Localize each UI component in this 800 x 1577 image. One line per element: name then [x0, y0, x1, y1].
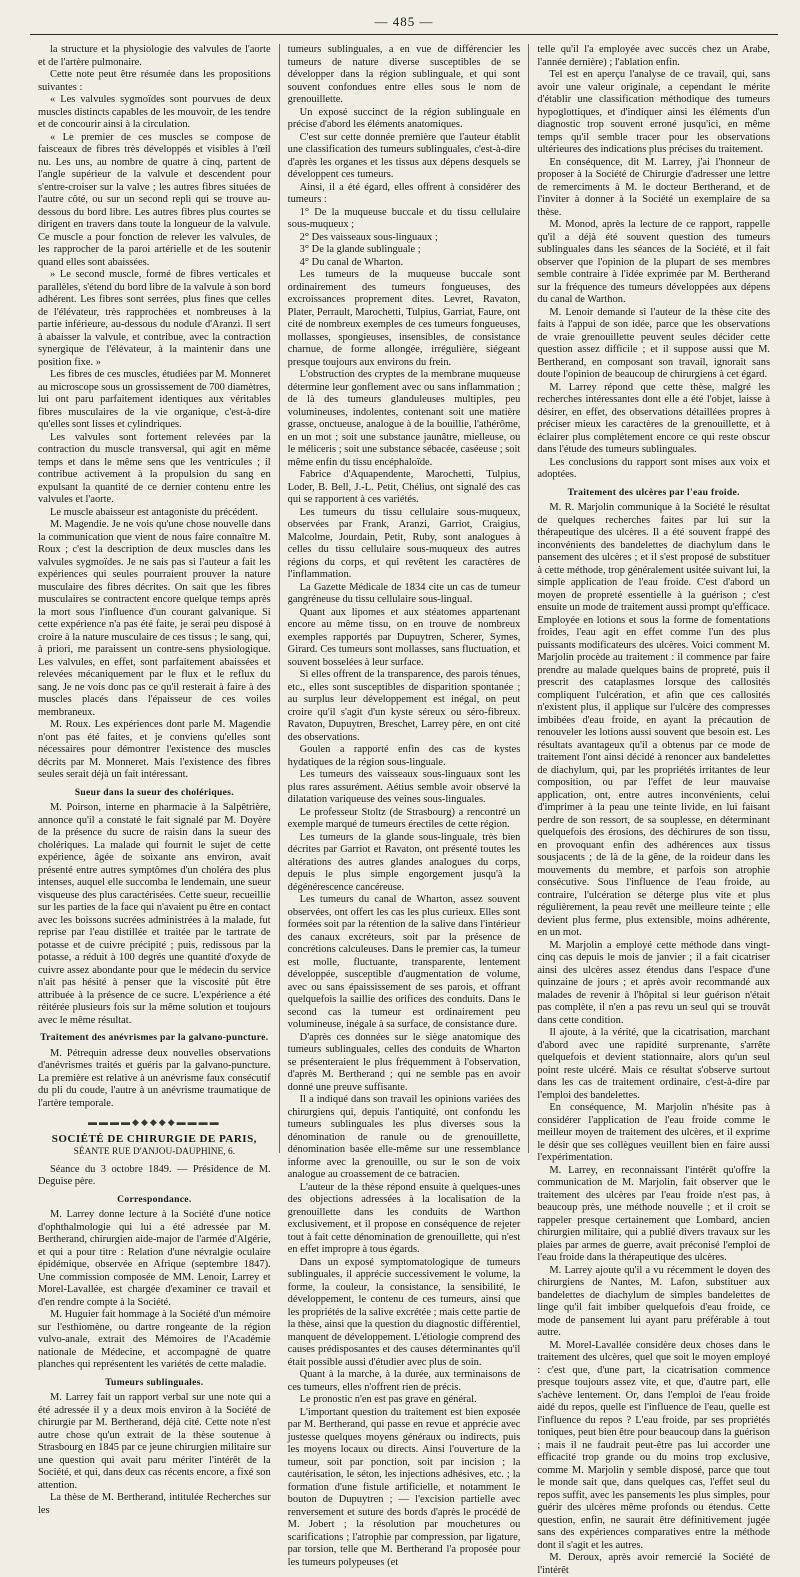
paragraph: M. Larrey répond que cette thèse, malgré les recherches intéressantes dont elle a été l'objet, laisse à désirer, en effet, des observations détaillées propres à préciser mieux les caractères de la grenouillette, et à éclairer plus complètement encore ce qui reste obscur dans l'étude des tumeurs sublinguales.: [537, 381, 771, 455]
paragraph: « Les valvules sygmoïdes sont pourvues de deux muscles distincts capables de les mouvoir, de les tendre et de concourir ainsi à la circulation.: [38, 94, 271, 130]
col3-block: [537, 44, 770, 482]
paragraph: M. Larrey fait un rapport verbal sur une note qui a été adressée il y a deux mois environ à la Société de chirurgie par M. Bertherand, déjà cité. Cette note n'est autre chose qu'un extrait de la thèse soutenue à Strasbourg en 1845 par ce jeune chirurgien militaire sur une question qui avait paru mériter l'intérêt de la Société, et qui, dans deux cas récents encore, a fixé son attention.: [38, 1392, 271, 1491]
paragraph: M. Morel-Lavallée considère deux choses dans le traitement des ulcères, quel que soit le moyen employé : c'est que, d'une part, la cicatrisation commence presque toujours assez vite, et que, d'autre part, elle s'achève lentement. Or, dans l'emploi de l'eau froide aidé du repos, quelle est l'influence de l'eau, quelle est l'influence du repos ? L'eau froide, par ses propriétés toniques, peut bien être pour beaucoup dans la guérison ; mais il ne faudrait peut-être pas lui accorder une efficacité trop grande ou du moins trop exclusive, comme M. Marjolin y semble disposé, parce que tout le monde sait que, dans quelques cas, l'effet seul du repos suffit, avec les pansements les plus simples, pour guérir des ulcères même profonds ou étendus. Cette question, enfin, ne saurait être définitivement jugée sans des expériences comparatives entre la méthode dont il s'agit et les autres.: [537, 1339, 771, 1551]
paragraph: M. Larrey donne lecture à la Société d'une notice d'ophthalmologie qui lui a été adressée par M. Bertherand, chirurgien aide-major de l'armée d'Algérie, et qui a pour titre : Relation d'une névralgie oculaire épidémique, observée en Afrique (septembre 1847). Une commission composée de MM. Lenoir, Larrey et Morel-Lavallée, est chargée d'examiner ce travail et d'en rendre compte à la Société.: [38, 1209, 271, 1308]
paragraph: la structure et la physiologie des valvules de l'aorte et de l'artère pulmonaire.: [38, 44, 271, 68]
section-heading-aneurysm: Traitement des anévrismes par la galvano-puncture.: [40, 1032, 269, 1043]
paragraph: » Le second muscle, formé de fibres verticales et parallèles, s'étend du bord libre de la valvule à son bord adhérent. Les fibres sont serrées, plus fines que celles de l'élévateur, très rapprochées et nombreuses à la partie inférieure, au-dessous du nodule d'Aranzi. Il sert à abaisser la valvule, et contribue, avec la contraction synergique de l'élévateur, à la maintenir dans une position fixe. »: [38, 269, 271, 368]
paragraph: La thèse de M. Bertherand, intitulée Recherches sur les: [38, 1492, 271, 1516]
paragraph: Si elles offrent de la transparence, des parois ténues, etc., elles sont susceptibles de disparition spontanée ; au surplus leur développement est inégal, on peut croire qu'il s'agit d'un kyste séreux ou séro-fibreux. Ravaton, Dupuytren, Breschet, Larrey père, en ont cité des observations.: [287, 669, 521, 743]
paragraph: M. Larrey ajoute qu'il a vu récemment le doyen des chirurgiens de Nantes, M. Lafon, substituer aux bandelettes de diachylum de simples bandelettes de linge qu'il fait imbiber quelquefois d'eau froide, ce mode de pansement lui ayant paru préférable à tout autre.: [537, 1264, 771, 1338]
paragraph: 1° De la muqueuse buccale et du tissu cellulaire sous-muqueux ;: [287, 206, 521, 230]
paragraph: L'important question du traitement est bien exposée par M. Bertherand, qui passe en revue et apprécie avec justesse quelques moyens généraux ou indirects, puis les moyens locaux ou directs. Ainsi l'ouverture de la tumeur, soit par ponction, soit par incision ; la cautérisation, le séton, les injections adhésives, etc. ; la formation d'une fistule artificielle, et notamment le bouton de Dupuytren ; — l'excision partielle avec renversement et suture des bords d'après le procédé de M. Jobert ; la résolution par mouchetures ou scarifications ; l'atrophie par compression, par ligature, par torsion, telle que M. Bertherand l'a proposée pour les tumeurs polypeuses (et: [287, 1406, 521, 1568]
paragraph: En conséquence, dit M. Larrey, j'ai l'honneur de proposer à la Société de Chirurgie d'adresser une lettre de remerciments à M. le docteur Bertherand, et de l'inviter à donner à la Société un exemplaire de sa thèse.: [537, 156, 771, 218]
column-left: [30, 44, 279, 1516]
col2-block: [288, 44, 521, 1569]
society-title: SOCIÉTÉ DE CHIRURGIE DE PARIS,: [51, 1132, 257, 1145]
paragraph: Le professeur Stoltz (de Strasbourg) a rencontré un exemple marqué de tumeurs érectiles de cette région.: [287, 806, 521, 830]
paragraph: M. Larrey, en reconnaissant l'intérêt qu'offre la communication de M. Marjolin, fait observer que le traitement des ulcères par l'eau froide n'est pas, à beaucoup près, une méthode nouvelle ; et il croit se rappeler presque certainement que Lombard, ancien chirurgien militaire, qui a publié divers travaux sur les plaies par armes de guerre, avait préconisé l'emploi de l'eau froide dans la thérapeutique des ulcères.: [537, 1164, 771, 1263]
paragraph: Cette note peut être résumée dans les propositions suivantes :: [38, 69, 271, 93]
section-heading-correspondance: Correspondance.: [117, 1193, 192, 1205]
paragraph: M. Marjolin a employé cette méthode dans vingt-cinq cas depuis le mois de janvier ; il a fait cicatriser ainsi des ulcères assez étendus dans l'espace d'une quinzaine de jours ; et après avoir recommandé aux malades de revenir à l'hôpital si leur guérison n'était pas complète, il n'en a pas revu un seul qui se trouvât dans cette condition.: [537, 939, 771, 1026]
paragraph: 3° De la glande sublinguale ;: [299, 244, 421, 255]
paragraph: Le muscle abaisseur est antagoniste du précédent.: [50, 506, 258, 518]
paragraph: Fabrice d'Aquapendente, Marochetti, Tulpius, Loder, B. Bell, J.-L. Petit, Chélius, ont signalé des cas qui se rapportent à ces variétés.: [287, 469, 521, 505]
paragraph: Il ajoute, à la vérité, que la cicatrisation, marchant d'abord avec une rapidité surprenante, s'arrête quelquefois et devient stationnaire, alors qu'un seul point reste ulcéré. Mais ce résultat s'observe surtout dans les cas de traitement ordinaire, c'est-à-dire par l'emploi des bandelettes.: [537, 1027, 771, 1101]
col1b-block: [38, 802, 271, 1027]
paragraph: 2° Des vaisseaux sous-linguaux ;: [299, 231, 438, 243]
section-heading-tumeurs: Tumeurs sublinguales.: [105, 1376, 204, 1388]
paragraph: Quant aux lipomes et aux stéatomes appartenant encore au même tissu, on en trouve de nombreux exemples rapportés par Dupuytren, Scherer, Symes, Girard. Ces tumeurs sont mollasses, sans fluctuation, et souvent bosselées à leur surface.: [287, 606, 521, 668]
paragraph: M. Roux. Les expériences dont parle M. Magendie n'ont pas été faites, et je conviens qu'elles sont nécessaires pour démontrer l'existence des muscles décrits par M. Monneret. Mais l'existence des fibres seules serait déjà un fait intéressant.: [38, 719, 271, 780]
column-right: [528, 44, 778, 1576]
paragraph: La Gazette Médicale de 1834 cite un cas de tumeur gangréneuse du tissu cellulaire sous-lingual.: [287, 581, 521, 605]
paragraph: M. R. Marjolin communique à la Société le résultat de quelques recherches faites par lui sur la thérapeutique des ulcères. Il a été souvent frappé des inconvénients des bandelettes de diachylum dans le pansement des ulcères ; et il s'est proposé de substituer à cette méthode, trop généralement usitée suivant lui, la simple application de l'eau froide. C'est d'abord un moyen de propreté essentielle à la guérison ; c'est ensuite un mode de traitement aussi prompt qu'efficace. Employée en lotions et sous la forme de fomentations froides, l'eau agit en effet comme l'un des plus puissants modificateurs des ulcères. Voici comment M. Marjolin procède au traitement : il commence par faire prendre au malade quelques bains de propreté, puis il prescrit des cataplasmes lorsque des callosités compliquent l'ulcération, et afin que ces callosités n'existent plus, il applique sur l'ulcère des compresses imbibées d'eau froide, en ayant la précaution de renouveler les lotions aussi souvent que besoin est. Les résultats avantageux qu'il a obtenus par ce mode de traitement l'ont ainsi décidé à renoncer aux bandelettes de diachylum, qui, par les propriétés irritantes de leur composition, ou par l'effet de leur mauvaise application, ont, entre autres inconvénients, celui d'imprimer à la peau une teinte livide, en lui faisant perdre de son ressort, de sa souplesse, en déterminant quelquefois des érosions, des déchirures de son tissu, en provoquant enfin des adhérences aux tissus sousjacents ; de là de la gêne, de la roideur dans les mouvements du membre, et parfois son atrophie consécutive. Sous l'influence de l'eau froide, au contraire, l'ulcération se déterge plus vite et plus régulièrement, la peau revêt une meilleure teinte ; elle devient plus ferme, plus extensible, moins adhérente, en un mot.: [537, 502, 771, 938]
paragraph: Dans un exposé symptomatologique de tumeurs sublinguales, il apprécie successivement le volume, la forme, la couleur, la consistance, la sensibilité, le développement, le contenu de ces tumeurs, ainsi que les propriétés de la salive excrétée ; mais cette partie de la thèse, ainsi que la question du diagnostic différentiel, manquent de développement. L'étiologie comprend des causes prédisposantes et des causes déterminantes qu'il était possible aussi d'étudier avec plus de soin.: [287, 1256, 521, 1368]
paragraph: M. Pétrequin adresse deux nouvelles observations d'anévrismes traités et guéris par la galvano-puncture. La première est relative à un anévrisme faux consécutif du pli du coude, l'autre à un anévrisme traumatique de l'artère temporale.: [38, 1047, 271, 1109]
paragraph: « Le premier de ces muscles se compose de faisceaux de fibres très développés et visibles à l'œil nu. Les uns, au nombre de quatre à cinq, partent de l'angle supérieur de la valvule et descendent pour s'entre-croiser sur la valve ; les autres fibres situées de l'autre côté, ou sur un second repli qui se trouve au-dessous du bord libre. Les autres fibres plus courtes se dirigent en travers dans toute la longueur de la valvule. Ce muscle a pour fonction de relever les valvules, de les rapprocher de la paroi artérielle et de les soutenir quand elles sont abaissées.: [38, 131, 271, 268]
paragraph: Les valvules sont fortement relevées par la contraction du muscle transversal, qui agit en même temps et dans le même sens que les ventricules ; il contribue activement à la propulsion du sang en expulsant la quantité de ce dernier contenu entre les valvules et l'aorte.: [38, 431, 271, 505]
paragraph: M. Lenoir demande si l'auteur de la thèse cite des faits à l'appui de son idée, parce que les observations de vraie grenouillette peuvent seules décider cette question assez difficile ; et il suppose aussi que M. Bertherand, en composant son travail, ignorait sans doute l'opinion de beaucoup de chirurgiens à cet égard.: [537, 306, 771, 380]
paragraph: Goulen a rapporté enfin des cas de kystes hydatiques de la région sous-linguale.: [287, 744, 521, 768]
paragraph: M. Magendie. Je ne vois qu'une chose nouvelle dans la communication que vient de nous faire connaître M. Roux ; c'est la description de deux muscles dans les valvules sygmoïdes. Je ne sais pas si l'auteur a fait les expériences qui seules pourraient prouver la nature musculaire des fibres décrites. On sait que les fibres musculaires se contractent encore quelque temps après la mort sous l'influence d'un courant galvanique. Si cette expérience n'a pas été faite, je serai peu disposé à croire à la nature musculaire de ces tissus ; le sang, qui, à priori, me paraissent un contre-sens physiologique. Les valvules, en effet, sont parfaitement abaissées et relevées mécaniquement par le flux et le reflux du sang. Je ne vois donc pas ce qu'il resterait à faire à des muscles placés dans l'épaisseur de ces voiles membraneux.: [38, 519, 271, 718]
paragraph: 4° Du canal de Wharton.: [299, 256, 404, 268]
paragraph: Les tumeurs des vaisseaux sous-linguaux sont les plus rares assurément. Aétius semble avoir observé la dilatation variqueuse des veines sous-linguales.: [287, 769, 521, 805]
paragraph: M. Monod, après la lecture de ce rapport, rappelle qu'il a déjà été souvent question des tumeurs sublinguales dans les séances de la Société, et il fait observer que l'opinion de la plupart de ses membres semble contraire à l'idée exprimée par M. Bertherand sur la fréquence des tumeurs développées aux dépens du canal de Warthon.: [537, 219, 771, 305]
paragraph: M. Poirson, interne en pharmacie à la Salpêtrière, annonce qu'il a constaté le fait signalé par M. Doyère de la présence du sucre de raisin dans la sueur des cholériques. La malade qui fournit le sujet de cette expérience, âgée de soixante ans environ, avait présenté entre autres symptômes d'un choléra des plus intenses, auquel elle succomba le lendemain, une sueur visqueuse des plus caractérisées. Cette sueur, recueillie sur les parties de la face qui n'avaient pu être en contact avec les boissons sucrées administrées à la malade, fut reprise par l'eau distillée et traitée par le tartrate de potasse et de cuivre précipité ; puis, redissous par la potasse, a réduit à 100 degrés une quantité d'oxyde de cuivre assez abondante pour que le médecin du service n'ait pas hésité à penser que la viscosité pût être attribuée à la présence de ce sucre. L'expérience a été réitérée plusieurs fois sur la même solution et toujours avec le même résultat.: [38, 802, 271, 1026]
section-heading-ulcers: Traitement des ulcères par l'eau froide.: [567, 486, 740, 498]
section-heading-cholera: Sueur dans la sueur des cholériques.: [74, 786, 234, 798]
paragraph: Quant à la marche, à la durée, aux terminaisons de ces tumeurs, elles n'offrent rien de précis.: [287, 1369, 521, 1393]
paragraph: Tel est en aperçu l'analyse de ce travail, qui, sans avoir une valeur originale, a cependant le mérite d'établir une classification méthodique des tumeurs hypoglottiques, et d'indiquer ainsi les éléments d'un diagnostic trop souvent erroné jusqu'ici, en même temps qu'il semble tracer pour les observations ultérieures des indications plus précises du traitement.: [537, 69, 771, 155]
paragraph: Les tumeurs du tissu cellulaire sous-muqueux, observées par Frank, Aranzi, Garriot, Craigius, Malcolme, Jourdain, Petit, Ruby, sont analogues à celles du tissu cellulaire sous-muqueux des autres régions du corps, et qui revêtent les caractères de l'inflammation.: [287, 506, 521, 580]
paragraph: Un exposé succinct de la région sublinguale en précise d'abord les éléments anatomiques.: [287, 106, 521, 130]
header-rule: [30, 34, 778, 35]
paragraph: M. Deroux, après avoir remercié la Société de l'intérêt: [537, 1552, 771, 1576]
paragraph: En conséquence, M. Marjolin n'hésite pas à considérer l'application de l'eau froide comme le meilleur moyen de traitement des ulcères, et il exprime le désir que ses collègues veuillent bien en faire aussi l'expérimentation.: [537, 1102, 771, 1163]
paragraph: Les tumeurs de la muqueuse buccale sont ordinairement des tumeurs fongueuses, des excroissances proprement dites. Levret, Ravaton, Plater, Perrault, Marochetti, Tulpius, Garriat, Faure, ont cité de nombreux exemples de ces tumeurs fongueuses, mollasses, spongieuses, insensibles, de consistance charnue, de forme allongée, irrégulière, siégeant presque toujours aux environs du frein.: [287, 269, 521, 368]
paragraph: D'après ces données sur le siège anatomique des tumeurs sublinguales, celles des conduits de Wharton se présenteraient le plus fréquemment à l'observation, d'après M. Bertherand ; qui ne semble pas en avoir donné une preuve suffisante.: [287, 1031, 521, 1093]
paragraph: telle qu'il l'a employée avec succès chez un Arabe, l'année dernière) ; l'ablation enfin.: [537, 44, 771, 68]
paragraph: C'est sur cette donnée première que l'auteur établit une classification des tumeurs sublinguales, c'est-à-dire d'après les organes et les tissus aux dépens desquels se développent ces tumeurs.: [287, 131, 521, 180]
paragraph: L'auteur de la thèse répond ensuite à quelques-unes des objections adressées à la localisation de la grenouillette dans les conduits de Warthon exclusivement, et il propose en conséquence de rejeter tout à fait cette dénomination de grenouillette, qui n'est en effet impropre à tous égards.: [287, 1181, 521, 1255]
session-date: Séance du 3 octobre 1849. — Présidence de M. Deguise père.: [38, 1163, 271, 1187]
paragraph: Ainsi, il a été égard, elles offrent à considérer des tumeurs :: [287, 181, 521, 205]
ornamental-divider: ▬▬▬▬◆◆◆◆◆▬▬▬▬: [88, 1117, 221, 1127]
text-columns: [30, 44, 778, 1576]
col1c-block: [38, 1048, 271, 1111]
paragraph: Les fibres de ces muscles, étudiées par M. Monneret au microscope sous un grossissement de 700 diamètres, lui ont paru parfaitement identiques aux véritables fibres musculaires de la vie organique, c'est-à-dire qu'elles sont lisses et cylindriques.: [38, 369, 271, 430]
paragraph: Les conclusions du rapport sont mises aux voix et adoptées.: [537, 456, 771, 480]
paragraph: Les tumeurs de la glande sous-linguale, très bien décrites par Garriot et Ravaton, ont présenté toutes les altérations des autres glandes analogues du corps, depuis le plus simple engorgement jusqu'à la dégénérescence cancéreuse.: [287, 831, 521, 893]
page-number: — 485 —: [374, 14, 434, 29]
paragraph: tumeurs sublinguales, a en vue de différencier les tumeurs de nature diverse susceptibles de se développer dans la région sublinguale, et qui sont souvent confondues entre elles sous le nom de grenouillette.: [287, 44, 521, 105]
paragraph: Les tumeurs du canal de Wharton, assez souvent observées, ont offert les cas les plus curieux. Elles sont formées soit par la rétention de la salive dans l'intérieur des canaux excréteurs, soit par la présence de concrétions calculeuses. Dans le premier cas, la tumeur est molle, fluctuante, transparente, lentement développée, susceptible d'augmentation de volume, avec ou sans épaississement de ses parois, et offrant quelquefois la saillie des orifices des conduits. Dans le second cas la tumeur est ordinairement peu volumineuse, inégale à sa surface, de consistance dure.: [287, 894, 521, 1030]
col1e-block: [38, 1392, 271, 1517]
paragraph: M. Huguier fait hommage à la Société d'un mémoire sur l'esthiomène, ou dartre rongeante de la région vulvo-anale, extrait des Mémoires de l'Académie nationale de Médecine, et accompagné de quatre planches qui représentent les variétés de cette maladie.: [38, 1309, 271, 1370]
society-address: SÉANTE RUE D'ANJOU-DAUPHINE, 6.: [73, 1147, 235, 1157]
column-middle: [279, 44, 529, 1568]
col1-block: [38, 44, 271, 782]
paragraph: Il a indiqué dans son travail les opinions variées des chirurgiens qui, depuis l'antiquité, ont confondu les tumeurs sublinguales les plus diverses sous la dénomination de ranule ou de grenouillette, dénomination basée elle-même sur une ressemblance informe avec la grenouille, ou sur le son de voix analogue au croassement de ce batracien.: [287, 1094, 521, 1180]
paragraph: L'obstruction des cryptes de la membrane muqueuse détermine leur gonflement avec ou sans inflammation ; de là des tumeurs glanduleuses multiples, peu volumineuses, indolentes, contenant soit une matière grasse, onctueuse, analogue à de la bouillie, l'athérôme, en un mot ; soit une substance jaunâtre, mielleuse, ou le méliceris ; soit une substance sébacée, caséeuse ; soit même enfin du tissu encéphaloïde.: [287, 369, 521, 468]
col1d-block: [38, 1209, 271, 1372]
col3b-block: [537, 502, 770, 1577]
paragraph: Le pronostic n'en est pas grave en général.: [299, 1394, 477, 1405]
